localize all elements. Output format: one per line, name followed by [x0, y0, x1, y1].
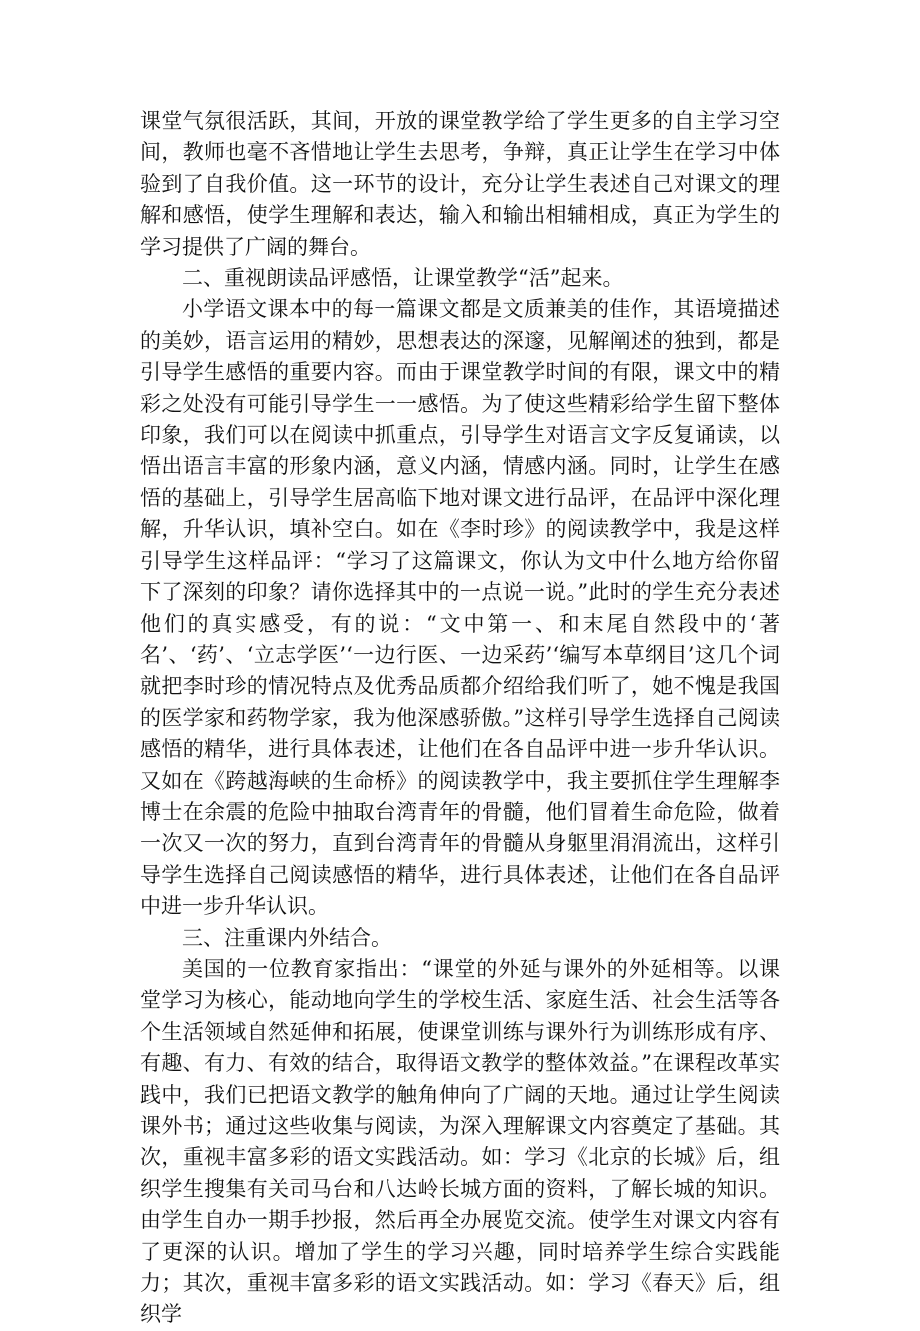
paragraph-continuation: 课堂气氛很活跃，其间，开放的课堂教学给了学生更多的自主学习空间，教师也毫不吝惜地让学生去思考，争辩，真正让学生在学习中体验到了自我价值。这一环节的设计，充分让学生表述自己对课文的理解和感悟，使学生理解和表达，输入和输出相辅相成，真正为学生的学习提供了广阔的舞台。 [140, 109, 780, 259]
section-heading-2: 二、重视朗读品评感悟，让课堂教学“活”起来。 [182, 266, 624, 291]
document-page [140, 106, 780, 1331]
section-heading-3: 三、注重课内外结合。 [182, 925, 392, 950]
paragraph-inside-outside-class: 美国的一位教育家指出：“课堂的外延与课外的外延相等。以课堂学习为核心，能动地向学生的学校生活、家庭生活、社会生活等各个生活领域自然延伸和拓展，使课堂训练与课外行为训练形成有序、有趣、有力、有效的结合，取得语文教学的整体效益。”在课程改革实践中，我们已把语文教学的触角伸向了广阔的天地。通过让学生阅读课外书；通过这些收集与阅读，为深入理解课文内容奠定了基础。其次，重视丰富多彩的语文实践活动。如：学习《北京的长城》后，组织学生搜集有关司马台和八达岭长城方面的资料，了解长城的知识。由学生自办一期手抄报，然后再全办展览交流。使学生对课文内容有了更深的认识。增加了学生的学习兴趣，同时培养学生综合实践能力；其次，重视丰富多彩的语文实践活动。如：学习《春天》后，组织学 [140, 956, 780, 1327]
paragraph-reading-appreciation: 小学语文课本中的每一篇课文都是文质兼美的佳作，其语境描述的美妙，语言运用的精妙，思想表达的深邃，见解阐述的独到，都是引导学生感悟的重要内容。而由于课堂教学时间的有限，课文中的精彩之处没有可能引导学生一一感悟。为了使这些精彩给学生留下整体印象，我们可以在阅读中抓重点，引导学生对语言文字反复诵读，以悟出语言丰富的形象内涵，意义内涵，情感内涵。同时，让学生在感悟的基础上，引导学生居高临下地对课文进行品评，在品评中深化理解，升华认识，填补空白。如在《李时珍》的阅读教学中，我是这样引导学生这样品评：“学习了这篇课文，你认为文中什么地方给你留下了深刻的印象？请你选择其中的一点说一说。”此时的学生充分表述他们的真实感受，有的说：“文中第一、和末尾自然段中的‘著名’、‘药’、‘立志学医’‘一边行医、一边采药’‘编写本草纲目’这几个词就把李时珍的情况特点及优秀品质都介绍给我们听了，她不愧是我国的医学家和药物学家，我为他深感骄傲。”这样引导学生选择自己阅读感悟的精华，进行具体表述，让他们在各自品评中进一步升华认识。又如在《跨越海峡的生命桥》的阅读教学中，我主要抓住学生理解李博士在余震的危险中抽取台湾青年的骨髓，他们冒着生命危险，做着一次又一次的努力，直到台湾青年的骨髓从身躯里涓涓流出，这样引导学生选择自己阅读感悟的精华，进行具体表述，让他们在各自品评中进一步升华认识。 [140, 297, 780, 919]
